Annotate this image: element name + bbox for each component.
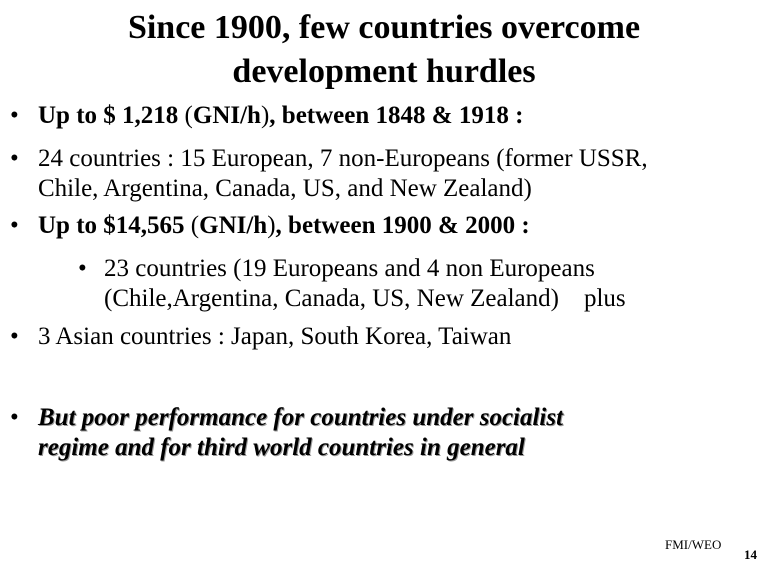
bullet-item-3 xyxy=(10,211,750,241)
bullet-marker: • xyxy=(10,323,19,350)
bullet-marker: • xyxy=(10,145,19,172)
bullet-text-line-2: Chile, Argentina, Canada, US, and New Zealand) xyxy=(38,175,532,202)
bullet-text-part: ( xyxy=(184,102,193,129)
bullet-item-4 xyxy=(78,254,758,314)
bullet-text-part: GNI/h xyxy=(199,212,268,239)
bullet-marker: • xyxy=(10,102,19,129)
bullet-text xyxy=(38,211,750,241)
bullet-text-part: , between 1848 & 1918 : xyxy=(269,102,524,129)
bullet-marker: • xyxy=(78,255,87,282)
page-number: 14 xyxy=(744,547,757,562)
bullet-text-part: GNI/h xyxy=(192,102,261,129)
bullet-item-5 xyxy=(10,322,750,352)
bullet-text: 3 Asian countries : Japan, South Korea, Taiwan xyxy=(38,323,512,350)
bullet-marker: • xyxy=(10,212,19,239)
bullet-text-part: Up to $14,565 xyxy=(38,212,191,239)
bullet-text-part: ( xyxy=(190,212,200,239)
bullet-text-line-1: 23 countries (19 Europeans and 4 non Europeans xyxy=(104,255,595,282)
slide-title-line-1: Since 1900, few countries overcome xyxy=(127,9,641,46)
bullet-text-line-1: 24 countries : 15 European, 7 non-Europeans (former USSR, xyxy=(38,145,648,172)
slide-title-line-2: development hurdles xyxy=(232,53,536,90)
bullet-text-part: ) xyxy=(260,102,270,129)
bullet-text-part: ) xyxy=(267,212,276,239)
bullet-item-1 xyxy=(10,101,750,131)
bullet-text xyxy=(38,101,750,131)
bullet-text-part: , between 1900 & 2000 : xyxy=(275,212,530,239)
bullet-text-line-2: regime and for third world countries in general xyxy=(38,434,525,461)
bullet-marker: • xyxy=(10,404,19,431)
bullet-text-line-1: But poor performance for countries under socialist xyxy=(38,404,564,431)
bullet-item-2 xyxy=(10,144,750,204)
bullet-text-part: Up to $ 1,218 xyxy=(38,102,185,129)
source-note: FMI/WEO xyxy=(665,537,722,552)
bullet-text-line-2: (Chile,Argentina, Canada, US, New Zealand) plus xyxy=(104,285,626,312)
slide-title xyxy=(0,6,768,94)
bullet-item-6 xyxy=(10,403,750,463)
